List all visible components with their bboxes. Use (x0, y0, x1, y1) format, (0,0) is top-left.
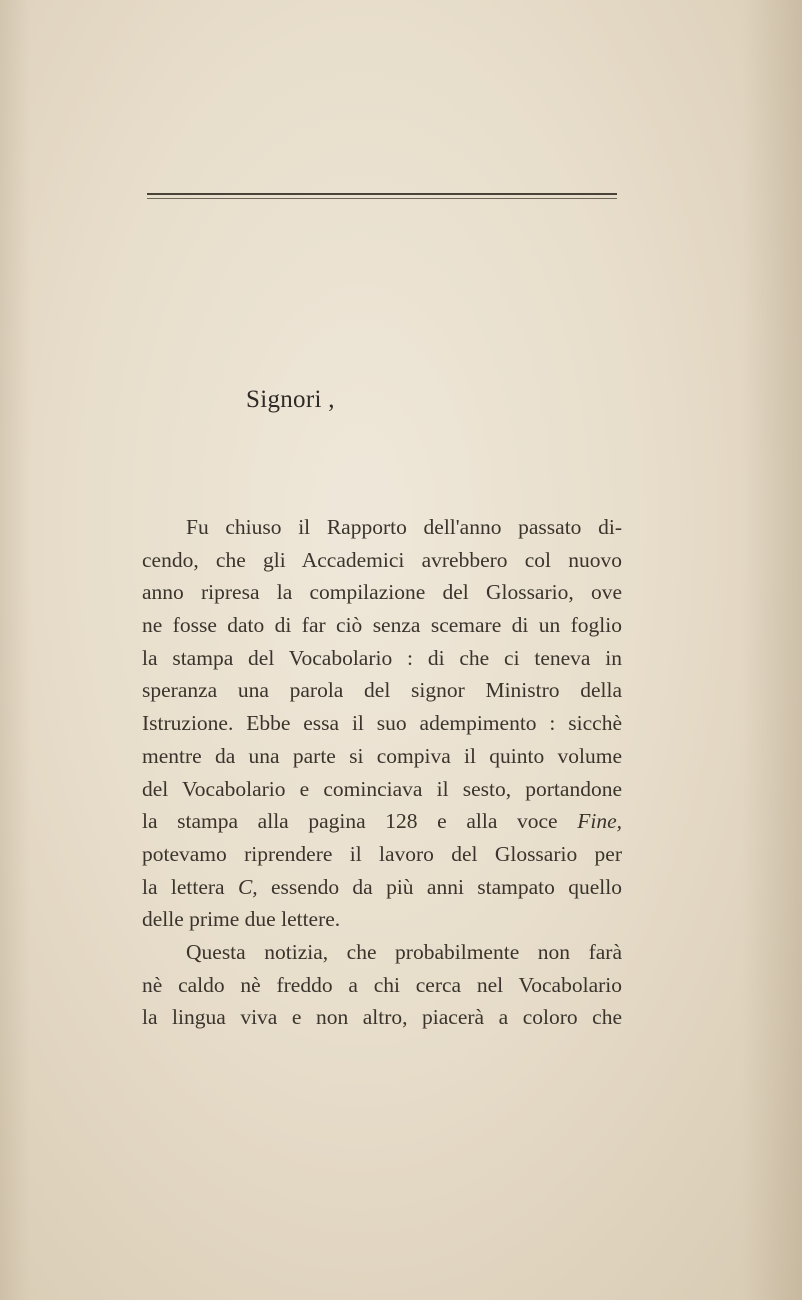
text-segment: la lettera (142, 874, 238, 899)
text-line: la lingua viva e non altro, piacerà a coloro che (142, 1005, 622, 1030)
text-segment: essendo da più anni stampato quello (257, 874, 622, 899)
text-segment: la stampa alla pagina 128 e alla voce (142, 809, 578, 834)
text-line: anno ripresa la compilazione del Glossario, ove (142, 580, 622, 605)
text-line: la stampa del Vocabolario : di che ci teneva in (142, 645, 622, 670)
page-right-shadow (742, 0, 802, 1300)
page-left-shadow (0, 0, 30, 1300)
text-line: del Vocabolario e cominciava il sesto, portandone (142, 776, 622, 801)
text-line: Questa notizia, che probabilmente non farà (186, 939, 622, 964)
text-line: potevamo riprendere il lavoro del Glossario per (142, 841, 622, 866)
text-line: nè caldo nè freddo a chi cerca nel Vocabolario (142, 972, 622, 997)
italic-word-fine: Fine, (577, 809, 622, 834)
salutation: Signori , (246, 386, 335, 413)
text-line: delle prime due lettere. (142, 907, 341, 932)
text-line: Istruzione. Ebbe essa il suo adempimento : sicchè (142, 711, 622, 736)
text-line-with-italic (142, 871, 622, 904)
text-line-with-italic (142, 805, 622, 838)
text-line: Fu chiuso il Rapporto dell'anno passato di- (186, 515, 622, 539)
text-line: ne fosse dato di far ciò senza scemare di un foglio (142, 613, 622, 638)
body-text (142, 511, 622, 1034)
text-line: speranza una parola del signor Ministro della (142, 678, 622, 703)
header-rule-thick (147, 193, 617, 195)
text-line: cendo, che gli Accademici avrebbero col nuovo (142, 547, 622, 572)
header-rule-thin (147, 198, 617, 199)
text-line: mentre da una parte si compiva il quinto volume (142, 743, 622, 768)
italic-letter-c: C, (237, 874, 258, 899)
